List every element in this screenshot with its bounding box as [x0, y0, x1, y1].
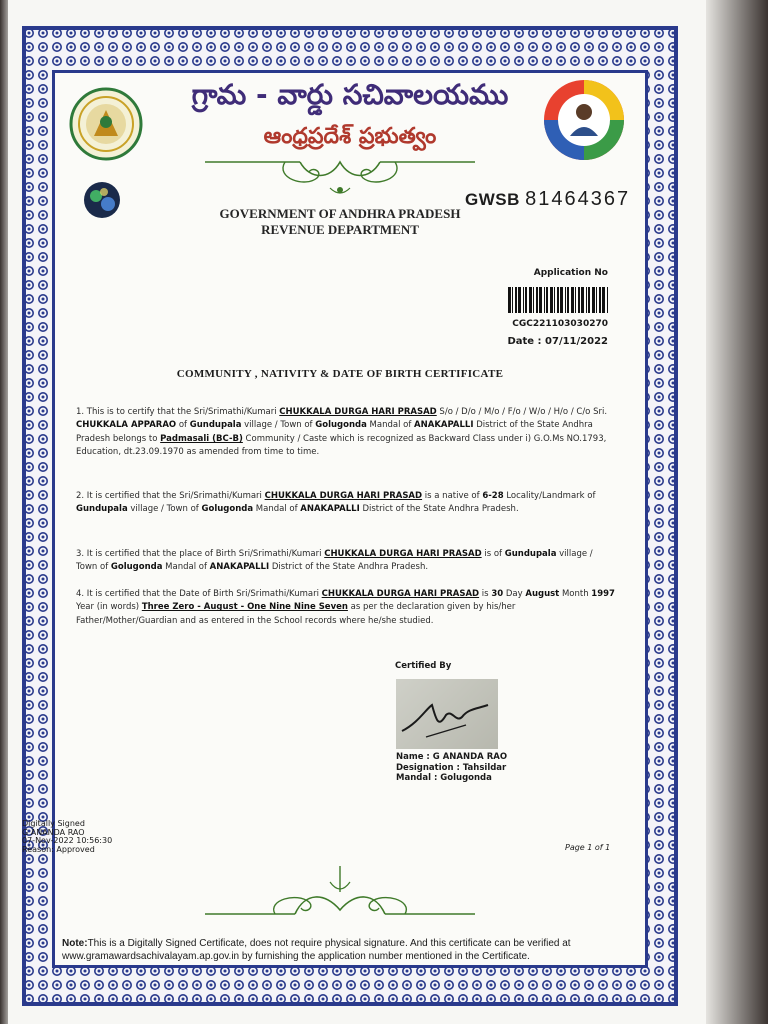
paragraph-nativity: 2. It is certified that the Sri/Srimathi/Kumari CHUKKALA DURGA HARI PRASAD is a native of 6-28 Locality/Landmark of Gundupala village / Town of Golugonda Mandal of ANAKAPALLI District of the State Andhra Pradesh. — [76, 491, 596, 515]
gwsb-serial: 81464367 — [525, 188, 631, 210]
barcode-bar — [536, 287, 538, 313]
barcode-bar — [565, 287, 566, 313]
barcode-bar — [599, 287, 601, 313]
barcode-bar — [560, 287, 563, 313]
top-flourish-ornament — [205, 150, 475, 200]
sachivalayam-logo-icon — [542, 78, 626, 162]
barcode-bar — [557, 287, 559, 313]
barcode-bar — [607, 287, 608, 313]
certifier-details — [396, 752, 507, 784]
paragraph-date-of-birth: 4. It is certified that the Date of Birth Sri/Srimathi/Kumari CHUKKALA DURGA HARI PRASAD is 30 Day August Month 1997 Year (in words) Three Zero - August - One Nine Nine Seven as per the declaration given by his/her Father/Mother/Guardian and as entered in the School records where he/she studied. — [76, 589, 615, 626]
signature-image — [396, 679, 498, 749]
department-name: REVENUE DEPARTMENT — [261, 222, 419, 237]
barcode-bar — [602, 287, 605, 313]
paragraph-birthplace: 3. It is certified that the place of Birth Sri/Srimathi/Kumari CHUKKALA DURGA HARI PRASAD is of Gundupala village / Town of Golugonda Mandal of ANAKAPALLI District of the State Andhra Pradesh. — [76, 549, 593, 573]
father-name: CHUKKALA APPARAO — [76, 420, 177, 431]
caste: Padmasali (BC-B) — [160, 433, 243, 444]
certifier-mandal: Mandal : Golugonda — [396, 773, 492, 783]
barcode-bar — [544, 287, 545, 313]
holder-name: CHUKKALA DURGA HARI PRASAD — [279, 407, 437, 417]
barcode-bar — [588, 287, 590, 313]
barcode-icon — [508, 287, 608, 313]
barcode-bar — [529, 287, 532, 313]
barcode-bar — [546, 287, 548, 313]
dob-in-words: Three Zero - August - One Nine Nine Seven — [141, 602, 348, 613]
page-number: Page 1 of 1 — [565, 843, 611, 852]
application-code: CGC221103030270 — [512, 319, 608, 329]
verification-note — [62, 937, 642, 963]
barcode-bar — [523, 287, 524, 313]
barcode-bar — [508, 287, 511, 313]
barcode-bar — [575, 287, 576, 313]
barcode-bar — [518, 287, 521, 313]
barcode-bar — [592, 287, 595, 313]
barcode-bar — [586, 287, 587, 313]
barcode-bar — [571, 287, 574, 313]
note-label: Note: — [62, 938, 88, 949]
barcode-bar — [525, 287, 527, 313]
barcode-bar — [512, 287, 513, 313]
gwsb-label: GWSB — [465, 190, 520, 209]
signature-icon — [396, 679, 498, 749]
government-name: GOVERNMENT OF ANDHRA PRADESH — [219, 206, 461, 221]
barcode-bar — [554, 287, 555, 313]
government-heading — [200, 206, 480, 238]
barcode-bar — [578, 287, 580, 313]
telugu-subtitle: ఆంధ్రప్రదేశ్ ప్రభుత్వం — [263, 124, 437, 149]
barcode-bar — [550, 287, 553, 313]
application-no-label: Application No — [533, 268, 608, 278]
andhra-pradesh-emblem-icon — [68, 86, 144, 162]
barcode-bar — [596, 287, 597, 313]
barcode-bar — [581, 287, 584, 313]
hologram-icon — [82, 180, 122, 220]
certifier-designation: Designation : Tahsildar — [396, 762, 507, 773]
issue-date: Date : 07/11/2022 — [507, 336, 608, 347]
certified-by-label: Certified By — [395, 661, 452, 671]
note-text: This is a Digitally Signed Certificate, does not require physical signature. And this certificate can be verified at www.gramawardsachivalayam.ap.gov.in by furnishing the application number mentioned in the Certificate. — [62, 938, 571, 962]
bottom-flourish-ornament — [205, 862, 475, 922]
gwsb-number — [465, 188, 630, 211]
certificate-title: COMMUNITY , NATIVITY & DATE OF BIRTH CERTIFICATE — [176, 368, 504, 380]
barcode-bar — [533, 287, 534, 313]
barcode-bar — [567, 287, 569, 313]
digital-signature-stamp: Digitally Signed G ANANDA RAO 07-Nov-2022 10:56:30 Reason: Approved — [22, 819, 113, 854]
paragraph-community: 1. This is to certify that the Sri/Srimathi/Kumari CHUKKALA DURGA HARI PRASAD S/o / D/o / M/o / F/o / W/o / H/o / C/o Sri. CHUKKALA APPARAO of Gundupala village / Town of Golugonda Mandal of ANAKAPALLI District of the State Andhra Pradesh belongs to Padmasali (BC-B) Community / Caste which is recognized as Backward Class under i) G.O.Ms NO.1793, Education, dt.23.09.1970 as amended from time to time. — [76, 407, 608, 458]
barcode-bar — [539, 287, 542, 313]
barcode-bar — [515, 287, 517, 313]
certifier-name: Name : G ANANDA RAO — [396, 752, 508, 762]
telugu-title: గ్రామ - వార్డు సచివాలయము — [191, 78, 509, 111]
